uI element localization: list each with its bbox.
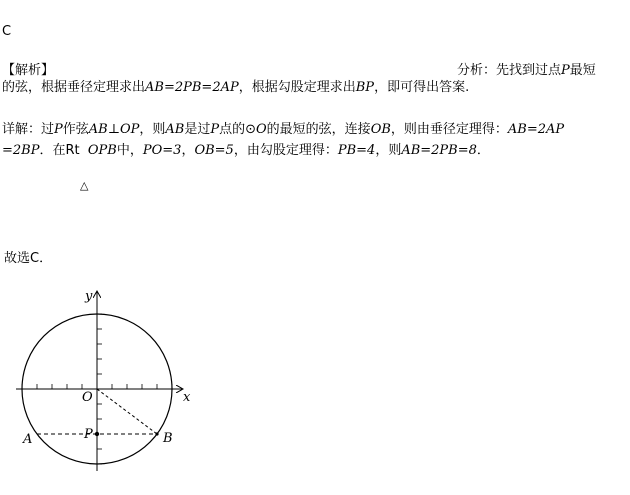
detail-po-3: PO=3	[142, 143, 182, 158]
detail-result: AB=2PB=8	[401, 143, 477, 158]
analysis-line-2	[2, 79, 469, 97]
label-b: B	[163, 431, 173, 446]
detail-ob: OB	[370, 122, 391, 137]
detail-ab-perp-op: AB⊥OP	[88, 122, 140, 137]
analysis-text-b: ，根据勾股定理求出	[238, 80, 356, 95]
detail-point-p: P	[54, 122, 63, 137]
analysis-equation-1: AB=2PB=2AP	[145, 80, 239, 95]
analysis-segment-bp: BP	[355, 80, 375, 95]
detail-eq-2bp: =2BP	[2, 143, 40, 158]
detail-text-4: 点的⊙	[219, 122, 256, 137]
detail-period: ．	[476, 143, 490, 158]
detail-ab: AB	[165, 122, 185, 137]
detail-text-7: ．在Rt	[39, 143, 80, 158]
detail-text-3: 是过	[184, 122, 211, 137]
detail-pb-4: PB=4	[337, 143, 376, 158]
answer-letter: C	[2, 24, 12, 39]
label-a: A	[23, 432, 33, 447]
label-p: P	[84, 427, 93, 442]
triangle-symbol: △	[80, 179, 89, 192]
detail-text-5: 的最短的弦，连接	[266, 122, 371, 137]
detail-line-2	[2, 142, 490, 160]
label-o: O	[82, 390, 93, 405]
analysis-line-1	[457, 62, 596, 80]
detail-triangle-opb: OPB	[87, 143, 117, 158]
detail-eq-tail: AB=2AP	[507, 122, 565, 137]
circle-figure	[10, 285, 200, 480]
detail-comma: ，	[181, 143, 195, 158]
detail-text-6: ，则由垂径定理得：	[390, 122, 508, 137]
detail-label: 详解：过	[2, 122, 55, 137]
analysis-text-a: 的弦，根据垂径定理求出	[2, 80, 146, 95]
detail-ob-5: OB=5	[194, 143, 234, 158]
detail-line-1	[2, 121, 564, 139]
detail-point-p-2: P	[210, 122, 220, 137]
analysis-prefix: 分析：先找到过点	[457, 63, 562, 78]
label-y: y	[85, 289, 93, 304]
detail-text-9: ，由勾股定理得：	[233, 143, 338, 158]
detail-text-1: 作弦	[62, 122, 89, 137]
detail-circle-o: O	[256, 122, 267, 137]
detail-text-2: ，则	[139, 122, 166, 137]
detail-text-8: 中，	[116, 143, 143, 158]
analysis-suffix: 最短	[569, 63, 596, 78]
solution-heading: 【解析】	[2, 63, 55, 78]
label-x: x	[183, 390, 191, 405]
point-b	[155, 432, 158, 435]
detail-text-10: ，则	[375, 143, 402, 158]
point-p	[95, 432, 99, 436]
analysis-text-c: ，即可得出答案.	[374, 80, 470, 95]
segment-ob	[97, 389, 157, 434]
conclusion: 故选C．	[4, 251, 53, 266]
analysis-point-p: P	[561, 63, 570, 78]
